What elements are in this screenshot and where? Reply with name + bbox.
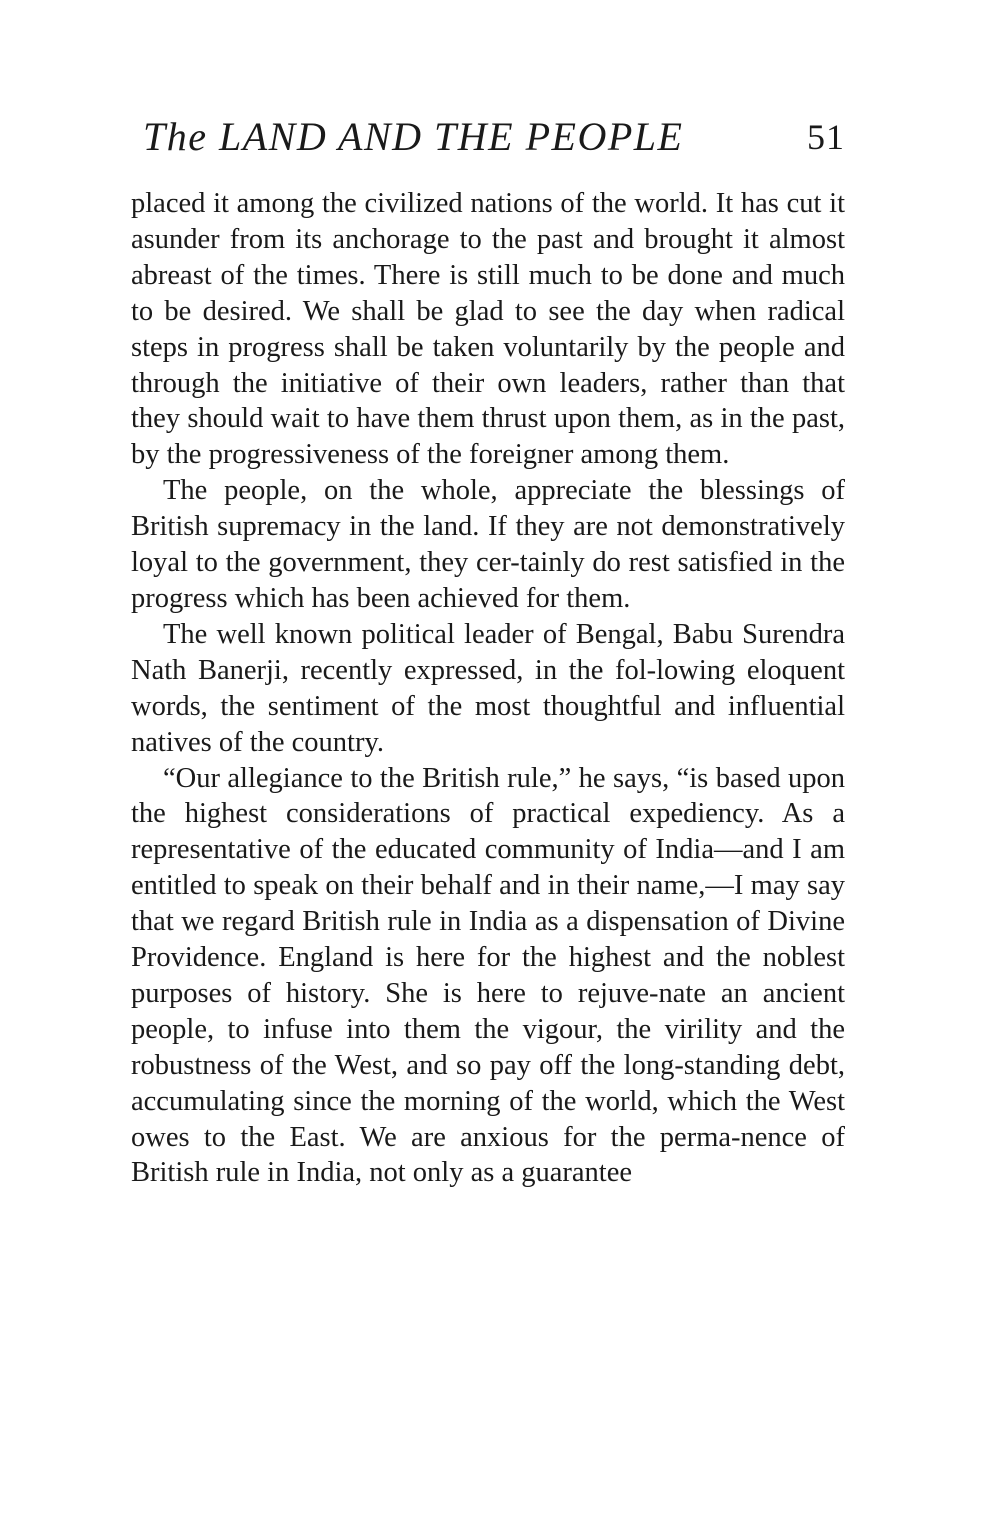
book-page [131,112,845,1191]
paragraph-continued: placed it among the civilized nations of the world. It has cut it asunder from its anchorage to the past and brought it almost abreast of the times. There is still much to be done and much to be desired. We shall be glad to see the day when radical steps in progress shall be taken voluntarily by the people and through the initiative of their own leaders, rather than that they should wait to have them thrust upon them, as in the past, by the progressiveness of the foreigner among them. [131,188,845,471]
page-number: 51 [807,117,845,157]
running-head-title: The LAND AND THE PEOPLE [143,114,684,159]
paragraph-quotation: “Our allegiance to the British rule,” he says, “is based upon the highest considerations of practical expediency. As a representative of the educated community of India—and I am entitled to speak on their behalf and in their name,—I may say that we regard British rule in India as a dispensation of Divine Providence. England is here for the highest and the noblest purposes of history. She is here to rejuve-nate an ancient people, to infuse into them the vigour, the virility and the robustness of the West, and so pay off the long-standing debt, accumulating since the morning of the world, which the West owes to the East. We are anxious for the perma-nence of British rule in India, not only as a guarantee [131,762,845,1189]
paragraph: The people, on the whole, appreciate the blessings of British supremacy in the land. If they are not demonstratively loyal to the government, they cer-tainly do rest satisfied in the progress which has been achieved for them. [131,475,845,614]
running-head [143,112,845,162]
paragraph: The well known political leader of Bengal, Babu Surendra Nath Banerji, recently expressed, in the fol-lowing eloquent words, the sentiment of the most thoughtful and influential natives of the country. [131,618,845,758]
body-text [131,186,845,1191]
